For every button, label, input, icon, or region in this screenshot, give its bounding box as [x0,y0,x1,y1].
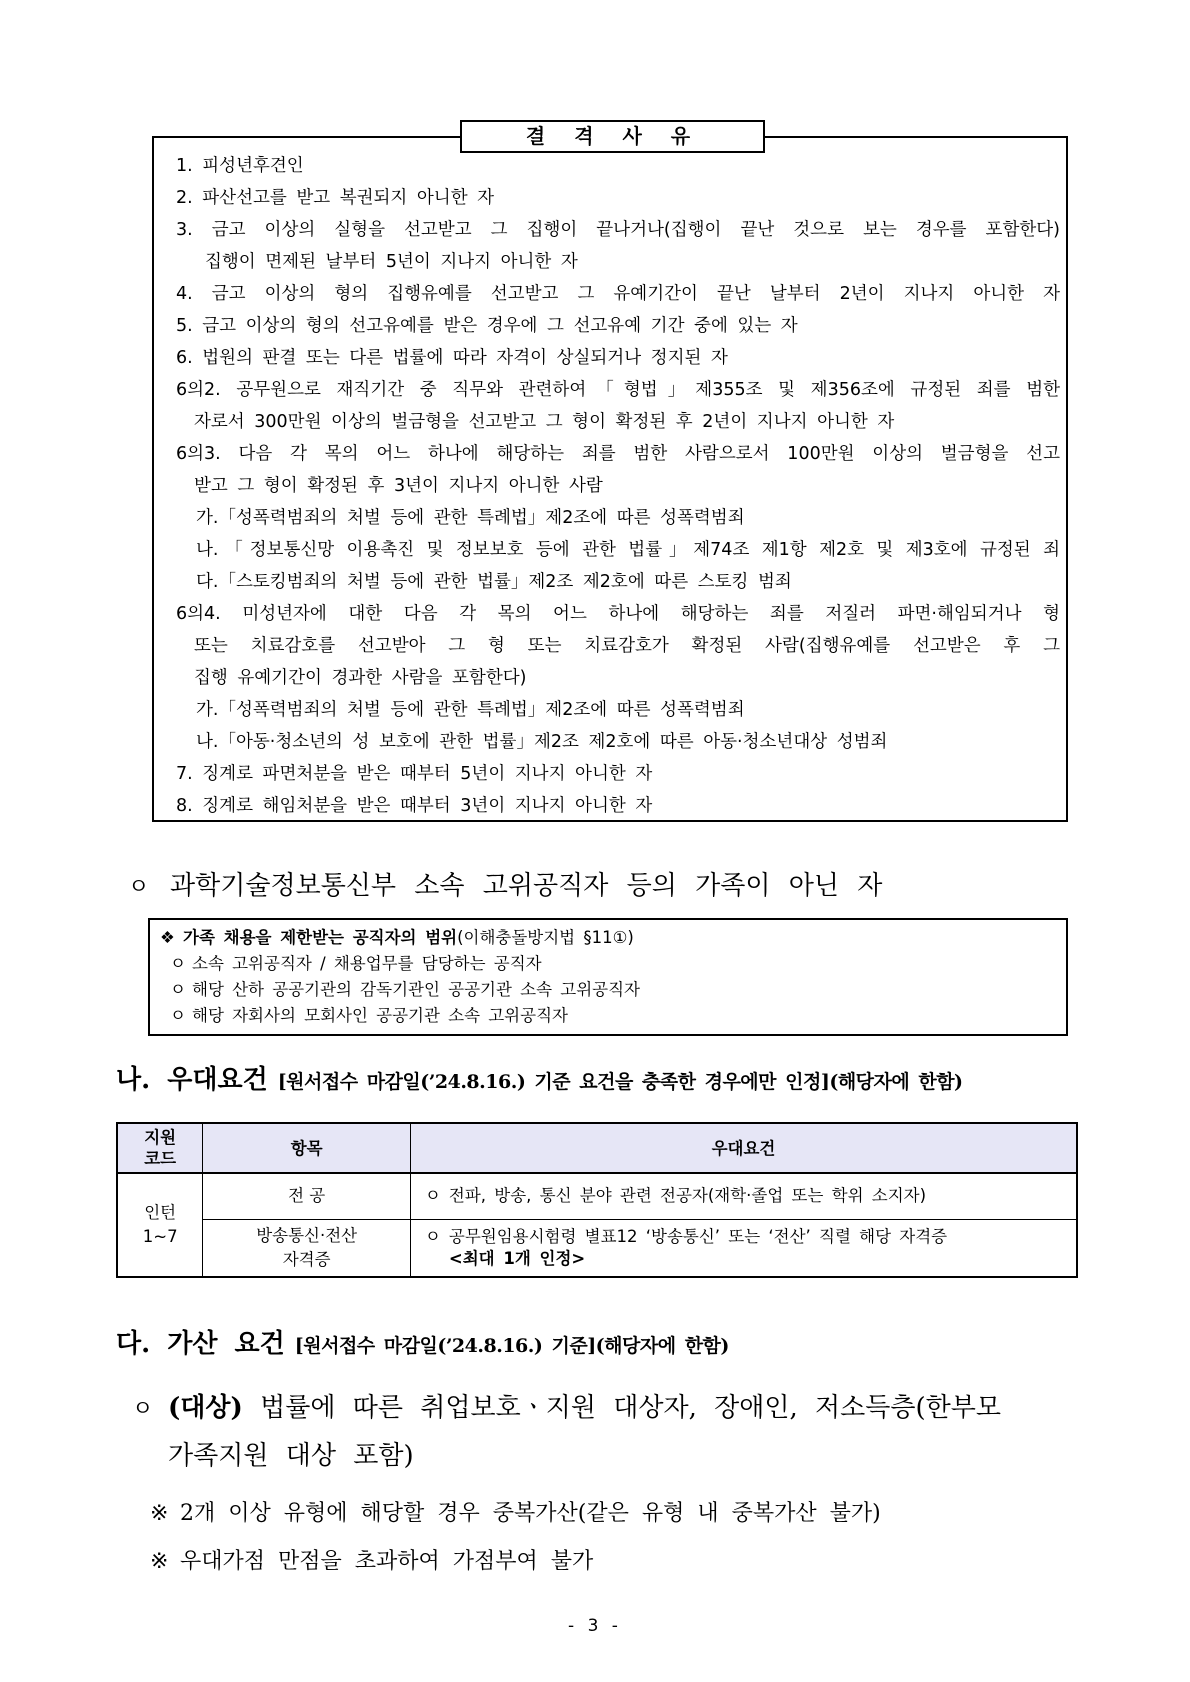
bullet-icon: ㅇ [128,875,150,900]
cell-requirement-text: 전파, 방송, 통신 분야 관련 전공자(재학·졸업 또는 학위 소지자) [448,1186,927,1206]
family-requirement-text: 과학기술정보통신부 소속 고위공직자 등의 가족이 아닌 자 [170,871,883,901]
reference-mark-icon: ※ [150,1501,169,1526]
bonus-target [132,1384,1052,1480]
disqualification-line: 7. 징계로 파면처분을 받은 때부터 5년이 지나지 아니한 자 [176,764,653,784]
page-number: - 3 - [568,1616,622,1636]
preference-table [116,1122,1078,1278]
bullet-icon: ㅇ [424,1226,441,1246]
family-note-item-text: 소속 고위공직자 / 채용업무를 담당하는 공직자 [192,954,542,973]
disqualification-line: 6. 법원의 판결 또는 다른 법률에 따라 자격이 상실되거나 정지된 자 [176,348,728,368]
note-item [150,1538,881,1586]
disqualification-line: 1. 피성년후견인 [176,156,304,176]
disqualification-line: 2. 파산선고를 받고 복권되지 아니한 자 [176,188,495,208]
disqualification-line: 집행이 면제된 날부터 5년이 지나지 아니한 자 [205,252,578,272]
family-note-box [148,918,1068,1036]
section-detail: [원서접수 마감일(’24.8.16.) 기준 요건을 충족한 경우에만 인정](해당자에 한함) [277,1071,963,1093]
header-code-line: 코드 [144,1149,177,1168]
cell-item-line: 자격증 [282,1249,331,1269]
disqualification-line: 8. 징계로 해임처분을 받은 때부터 3년이 지나지 아니한 자 [176,796,653,816]
cell-item-line: 전 공 [288,1186,326,1206]
disqualification-subline: 가.「성폭력범죄의 처벌 등에 관한 특례법」제2조에 따른 성폭력범죄 [196,700,745,720]
cell-code [117,1173,203,1277]
bonus-target-line [132,1384,1052,1432]
note-text: 2개 이상 유형에 해당할 경우 중복가산(같은 유형 내 중복가산 불가) [180,1501,881,1526]
cell-item [203,1173,411,1219]
family-note-heading [150,925,1066,951]
disqualification-subline: 나.「아동·청소년의 성 보호에 관한 법률」제2조 제2호에 따른 아동·청소년대상 성범죄 [196,732,888,752]
disqualification-line: 또는 치료감호를 선고받아 그 형 또는 치료감호가 확정된 사람(집행유예를 선고받은 후 그 [194,636,1060,656]
family-note-item [150,1003,1066,1029]
table-row [117,1219,1077,1277]
bullet-icon: ㅇ [170,980,186,999]
disqualification-subline: 가.「성폭력범죄의 처벌 등에 관한 특례법」제2조에 따른 성폭력범죄 [196,508,745,528]
disqualification-box [152,136,1068,822]
family-requirement [128,866,882,906]
bonus-target-text: 법률에 따른 취업보호ㆍ지원 대상자, 장애인, 저소득층(한부모 [260,1393,1002,1423]
cell-requirement [410,1219,1077,1277]
family-note-heading-rest: (이해충돌방지법 §11①) [457,928,634,947]
disqualification-line: 5. 금고 이상의 형의 선고유예를 받은 경우에 그 선고유예 기간 중에 있는 자 [176,316,798,336]
section-label: 다. 가산 요건 [116,1329,285,1359]
header-item: 항목 [203,1123,411,1173]
diamond-icon: ❖ [160,928,175,947]
disqualification-list [154,150,1060,822]
reference-mark-icon: ※ [150,1549,169,1574]
disqualification-line: 4. 금고 이상의 형의 집행유예를 선고받고 그 유예기간이 끝난 날부터 2년이 지나지 아니한 자 [176,284,1060,304]
section-label: 나. 우대요건 [116,1065,268,1095]
cell-code-line: 1~7 [142,1227,178,1246]
family-note-item [150,951,1066,977]
disqualification-line: 받고 그 형이 확정된 후 3년이 지나지 아니한 사람 [194,476,603,496]
bonus-notes [150,1490,881,1586]
disqualification-subline: 나.「정보통신망 이용촉진 및 정보보호 등에 관한 법률」제74조 제1항 제2호 및 제3호에 규정된 죄 [196,540,1060,560]
table-header-row [117,1123,1077,1173]
header-requirement: 우대요건 [410,1123,1077,1173]
family-note-item [150,977,1066,1003]
note-item [150,1490,881,1538]
bullet-icon: ㅇ [170,954,186,973]
cell-code-line: 인턴 [144,1203,177,1222]
cell-item-line: 방송통신·전산 [256,1225,358,1245]
disqualification-title: 결 격 사 유 [460,120,765,153]
section-detail: [원서접수 마감일(’24.8.16.) 기준](해당자에 한함) [294,1335,729,1357]
header-code [117,1123,203,1173]
bullet-icon: ㅇ [170,1006,186,1025]
disqualification-line: 6의3. 다음 각 목의 어느 하나에 해당하는 죄를 범한 사람으로서 100만원 이상의 벌금형을 선고 [176,444,1060,464]
bonus-target-label: (대상) [168,1393,243,1423]
table-row [117,1173,1077,1219]
disqualification-line: 집행 유예기간이 경과한 사람을 포함한다) [194,668,527,688]
disqualification-subline: 다.「스토킹범죄의 처벌 등에 관한 법률」제2조 제2호에 따른 스토킹 범죄 [196,572,792,592]
note-text: 우대가점 만점을 초과하여 가점부여 불가 [180,1549,594,1574]
disqualification-line: 자로서 300만원 이상의 벌금형을 선고받고 그 형이 확정된 후 2년이 지나지 아니한 자 [194,412,895,432]
bonus-target-line [132,1432,1052,1480]
bullet-icon: ㅇ [424,1186,441,1206]
section-heading-bonus [116,1324,729,1364]
disqualification-line: 6의4. 미성년자에 대한 다음 각 목의 어느 하나에 해당하는 죄를 저질러 파면·해임되거나 형 [176,604,1060,624]
section-heading-preference [116,1060,963,1100]
family-note-heading-bold: 가족 채용을 제한받는 공직자의 범위 [183,928,458,947]
disqualification-line: 6의2. 공무원으로 재직기간 중 직무와 관련하여「형법」제355조 및 제356조에 규정된 죄를 범한 [176,380,1060,400]
cell-requirement-text: 공무원임용시험령 별표12 ‘방송통신’ 또는 ‘전산’ 직렬 해당 자격증 [448,1226,948,1246]
bullet-icon: ㅇ [132,1397,154,1422]
cell-requirement [410,1173,1077,1219]
disqualification-line: 3. 금고 이상의 실형을 선고받고 그 집행이 끝나거나(집행이 끝난 것으로 보는 경우를 포함한다) [176,220,1060,240]
bonus-target-text: 가족지원 대상 포함) [168,1441,414,1471]
family-note-item-text: 해당 자회사의 모회사인 공공기관 소속 고위공직자 [192,1006,568,1025]
cell-requirement-limit: <최대 1개 인정> [448,1248,586,1268]
cell-item [203,1219,411,1277]
header-code-line: 지원 [144,1128,177,1147]
family-note-item-text: 해당 산하 공공기관의 감독기관인 공공기관 소속 고위공직자 [192,980,640,999]
